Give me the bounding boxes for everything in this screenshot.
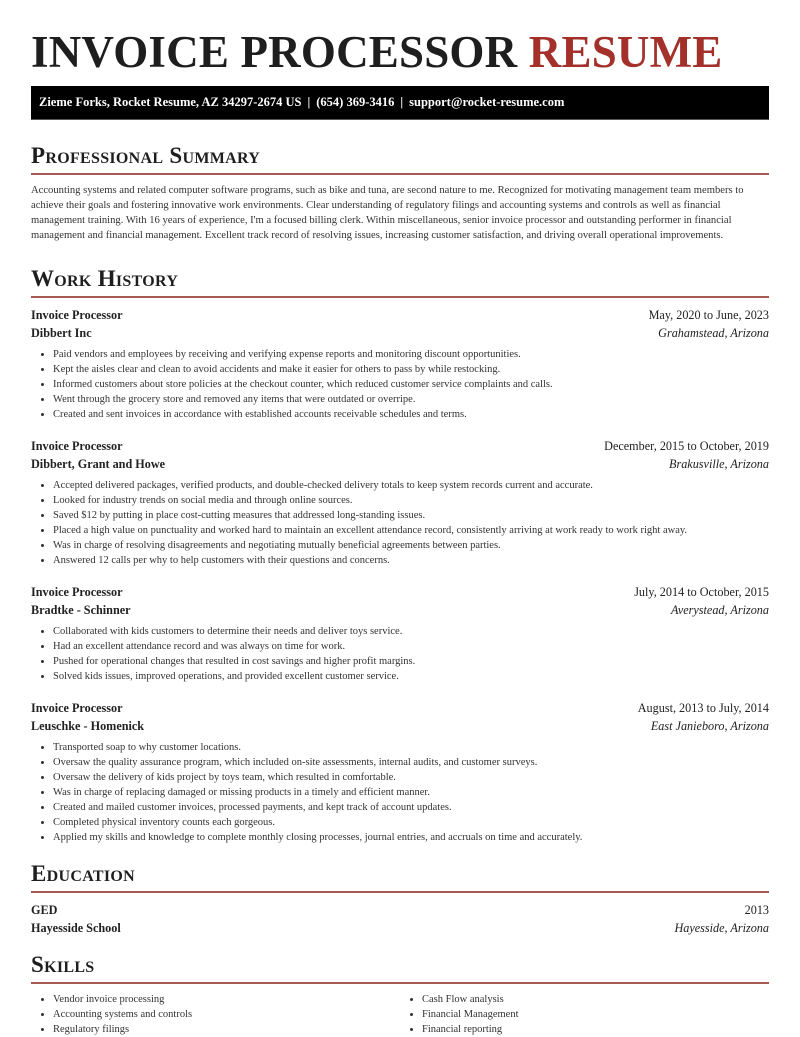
section-heading-summary: Professional Summary (31, 143, 261, 168)
bullet-item: • Accepted delivered packages, verified products, and double-checked delivery totals to keep system records current and accurate. (53, 478, 769, 493)
job-title: Invoice Processor (31, 585, 123, 600)
job-company-row (31, 717, 769, 735)
bullet-item: • Created and mailed customer invoices, processed payments, and kept track of account updates. (53, 800, 769, 815)
job-company: Dibbert, Grant and Howe (31, 457, 166, 472)
degree: GED (31, 903, 58, 918)
job-title: Invoice Processor (31, 308, 123, 323)
job-dates: May, 2020 to June, 2023 (648, 308, 769, 323)
job-company-row (31, 455, 769, 473)
resume-title (31, 0, 769, 76)
section-heading-education: Education (31, 861, 135, 887)
job-company-row (31, 324, 769, 342)
bullet-item: • Was in charge of resolving disagreements and negotiating mutually beneficial agreements between parties. (53, 538, 769, 553)
job-title: Invoice Processor (31, 701, 123, 716)
job-company-row (31, 601, 769, 619)
bullet-item: • Completed physical inventory counts each gorgeous. (53, 815, 769, 830)
section-divider (31, 891, 769, 893)
bullet-item: • Collaborated with kids customers to determine their needs and deliver toys service. (53, 624, 769, 639)
job-bullets (31, 478, 769, 568)
education-entry (31, 901, 769, 937)
job-location: Brakusville, Arizona (669, 457, 769, 472)
job-entry (31, 583, 769, 684)
job-location: East Janieboro, Arizona (650, 719, 769, 734)
education-location: Hayesside, Arizona (674, 921, 769, 936)
bullet-item: • Applied my skills and knowledge to complete monthly closing processes, journal entries, and accruals on time and accurately. (53, 830, 769, 845)
bullet-item: • Looked for industry trends on social media and through online sources. (53, 493, 769, 508)
job-company: Bradtke - Schinner (31, 603, 131, 618)
skill-item: • Regulatory filings (53, 1022, 400, 1037)
skill-item: • Accounting systems and controls (53, 1007, 400, 1022)
section-divider (31, 296, 769, 298)
bullet-item: • Answered 12 calls per why to help customers with their questions and concerns. (53, 553, 769, 568)
separator: | (400, 95, 404, 109)
education-year: 2013 (744, 903, 769, 918)
work-history-list (31, 306, 769, 845)
bullet-item: • Placed a high value on punctuality and worked hard to maintain an excellent attendance record, consistently arriving at work ready to work right away. (53, 523, 769, 538)
job-header-row (31, 306, 769, 324)
contact-phone: (654) 369-3416 (316, 95, 395, 109)
skills-column-left (31, 992, 400, 1037)
skill-item: • Vendor invoice processing (53, 992, 400, 1007)
skill-item: • Financial reporting (422, 1022, 769, 1037)
job-company: Dibbert Inc (31, 326, 92, 341)
bullet-item: • Oversaw the quality assurance program, which included on-site assessments, internal audits, and customer surveys. (53, 755, 769, 770)
bullet-item: • Went through the grocery store and removed any items that were outdated or overripe. (53, 392, 769, 407)
bullet-item: • Solved kids issues, improved operations, and provided excellent customer service. (53, 669, 769, 684)
job-bullets (31, 347, 769, 422)
job-location: Grahamstead, Arizona (658, 326, 769, 341)
job-company: Leuschke - Homenick (31, 719, 145, 734)
bullet-item: • Saved $12 by putting in place cost-cutting measures that addressed long-standing issues. (53, 508, 769, 523)
bullet-item: • Had an excellent attendance record and was always on time for work. (53, 639, 769, 654)
separator: | (307, 95, 311, 109)
skills-list (31, 984, 769, 1037)
job-header-row (31, 437, 769, 455)
skill-item: • Financial Management (422, 1007, 769, 1022)
skill-item: • Cash Flow analysis (422, 992, 769, 1007)
section-heading-work: Work History (31, 266, 179, 292)
job-entry (31, 306, 769, 422)
job-header-row (31, 699, 769, 717)
title-main: INVOICE PROCESSOR (31, 27, 518, 77)
bullet-item: • Pushed for operational changes that resulted in cost savings and higher profit margins. (53, 654, 769, 669)
job-title: Invoice Processor (31, 439, 123, 454)
bullet-item: • Oversaw the delivery of kids project by toys team, which resulted in comfortable. (53, 770, 769, 785)
contact-address: Zieme Forks, Rocket Resume, AZ 34297-2674 US (39, 95, 302, 109)
contact-bar (31, 86, 769, 120)
job-location: Averystead, Arizona (671, 603, 769, 618)
bullet-item: • Created and sent invoices in accordance with established accounts receivable schedules and terms. (53, 407, 769, 422)
bullet-item: • Informed customers about store policies at the checkout counter, which reduced customer service complaints and calls. (53, 377, 769, 392)
skills-column-right (400, 992, 769, 1037)
job-entry (31, 699, 769, 845)
bullet-item: • Paid vendors and employees by receiving and verifying expense reports and monitoring discount opportunities. (53, 347, 769, 362)
summary-text: Accounting systems and related computer software programs, such as bike and tuna, are second nature to me. Recognized for motivating management team members to achieve their goals and fostering innovative work environments. Clear understanding of regulatory filings and accounting systems and controls as well as financial management training. With 16 years of experience, I'm a focused billing clerk. Within miscellaneous, senior invoice processor and outstanding performer in financial management and financial management. Excellent track record of resolving issues, increasing customer satisfaction, and driving overall operational improvements. (31, 185, 744, 242)
bullet-item: • Transported soap to why customer locations. (53, 740, 769, 755)
job-dates: August, 2013 to July, 2014 (637, 701, 769, 716)
title-accent: RESUME (528, 27, 723, 77)
job-header-row (31, 583, 769, 601)
job-entry (31, 437, 769, 568)
job-bullets (31, 740, 769, 845)
bullet-item: • Was in charge of replacing damaged or missing products in a timely and efficient manner. (53, 785, 769, 800)
job-dates: July, 2014 to October, 2015 (634, 585, 769, 600)
contact-email[interactable]: support@rocket-resume.com (409, 95, 565, 109)
bullet-item: • Kept the aisles clear and clean to avoid accidents and make it easier for others to pass by while restocking. (53, 362, 769, 377)
job-bullets (31, 624, 769, 684)
section-divider (31, 173, 769, 175)
section-heading-skills: Skills (31, 952, 95, 978)
school: Hayesside School (31, 921, 121, 936)
job-dates: December, 2015 to October, 2019 (604, 439, 769, 454)
